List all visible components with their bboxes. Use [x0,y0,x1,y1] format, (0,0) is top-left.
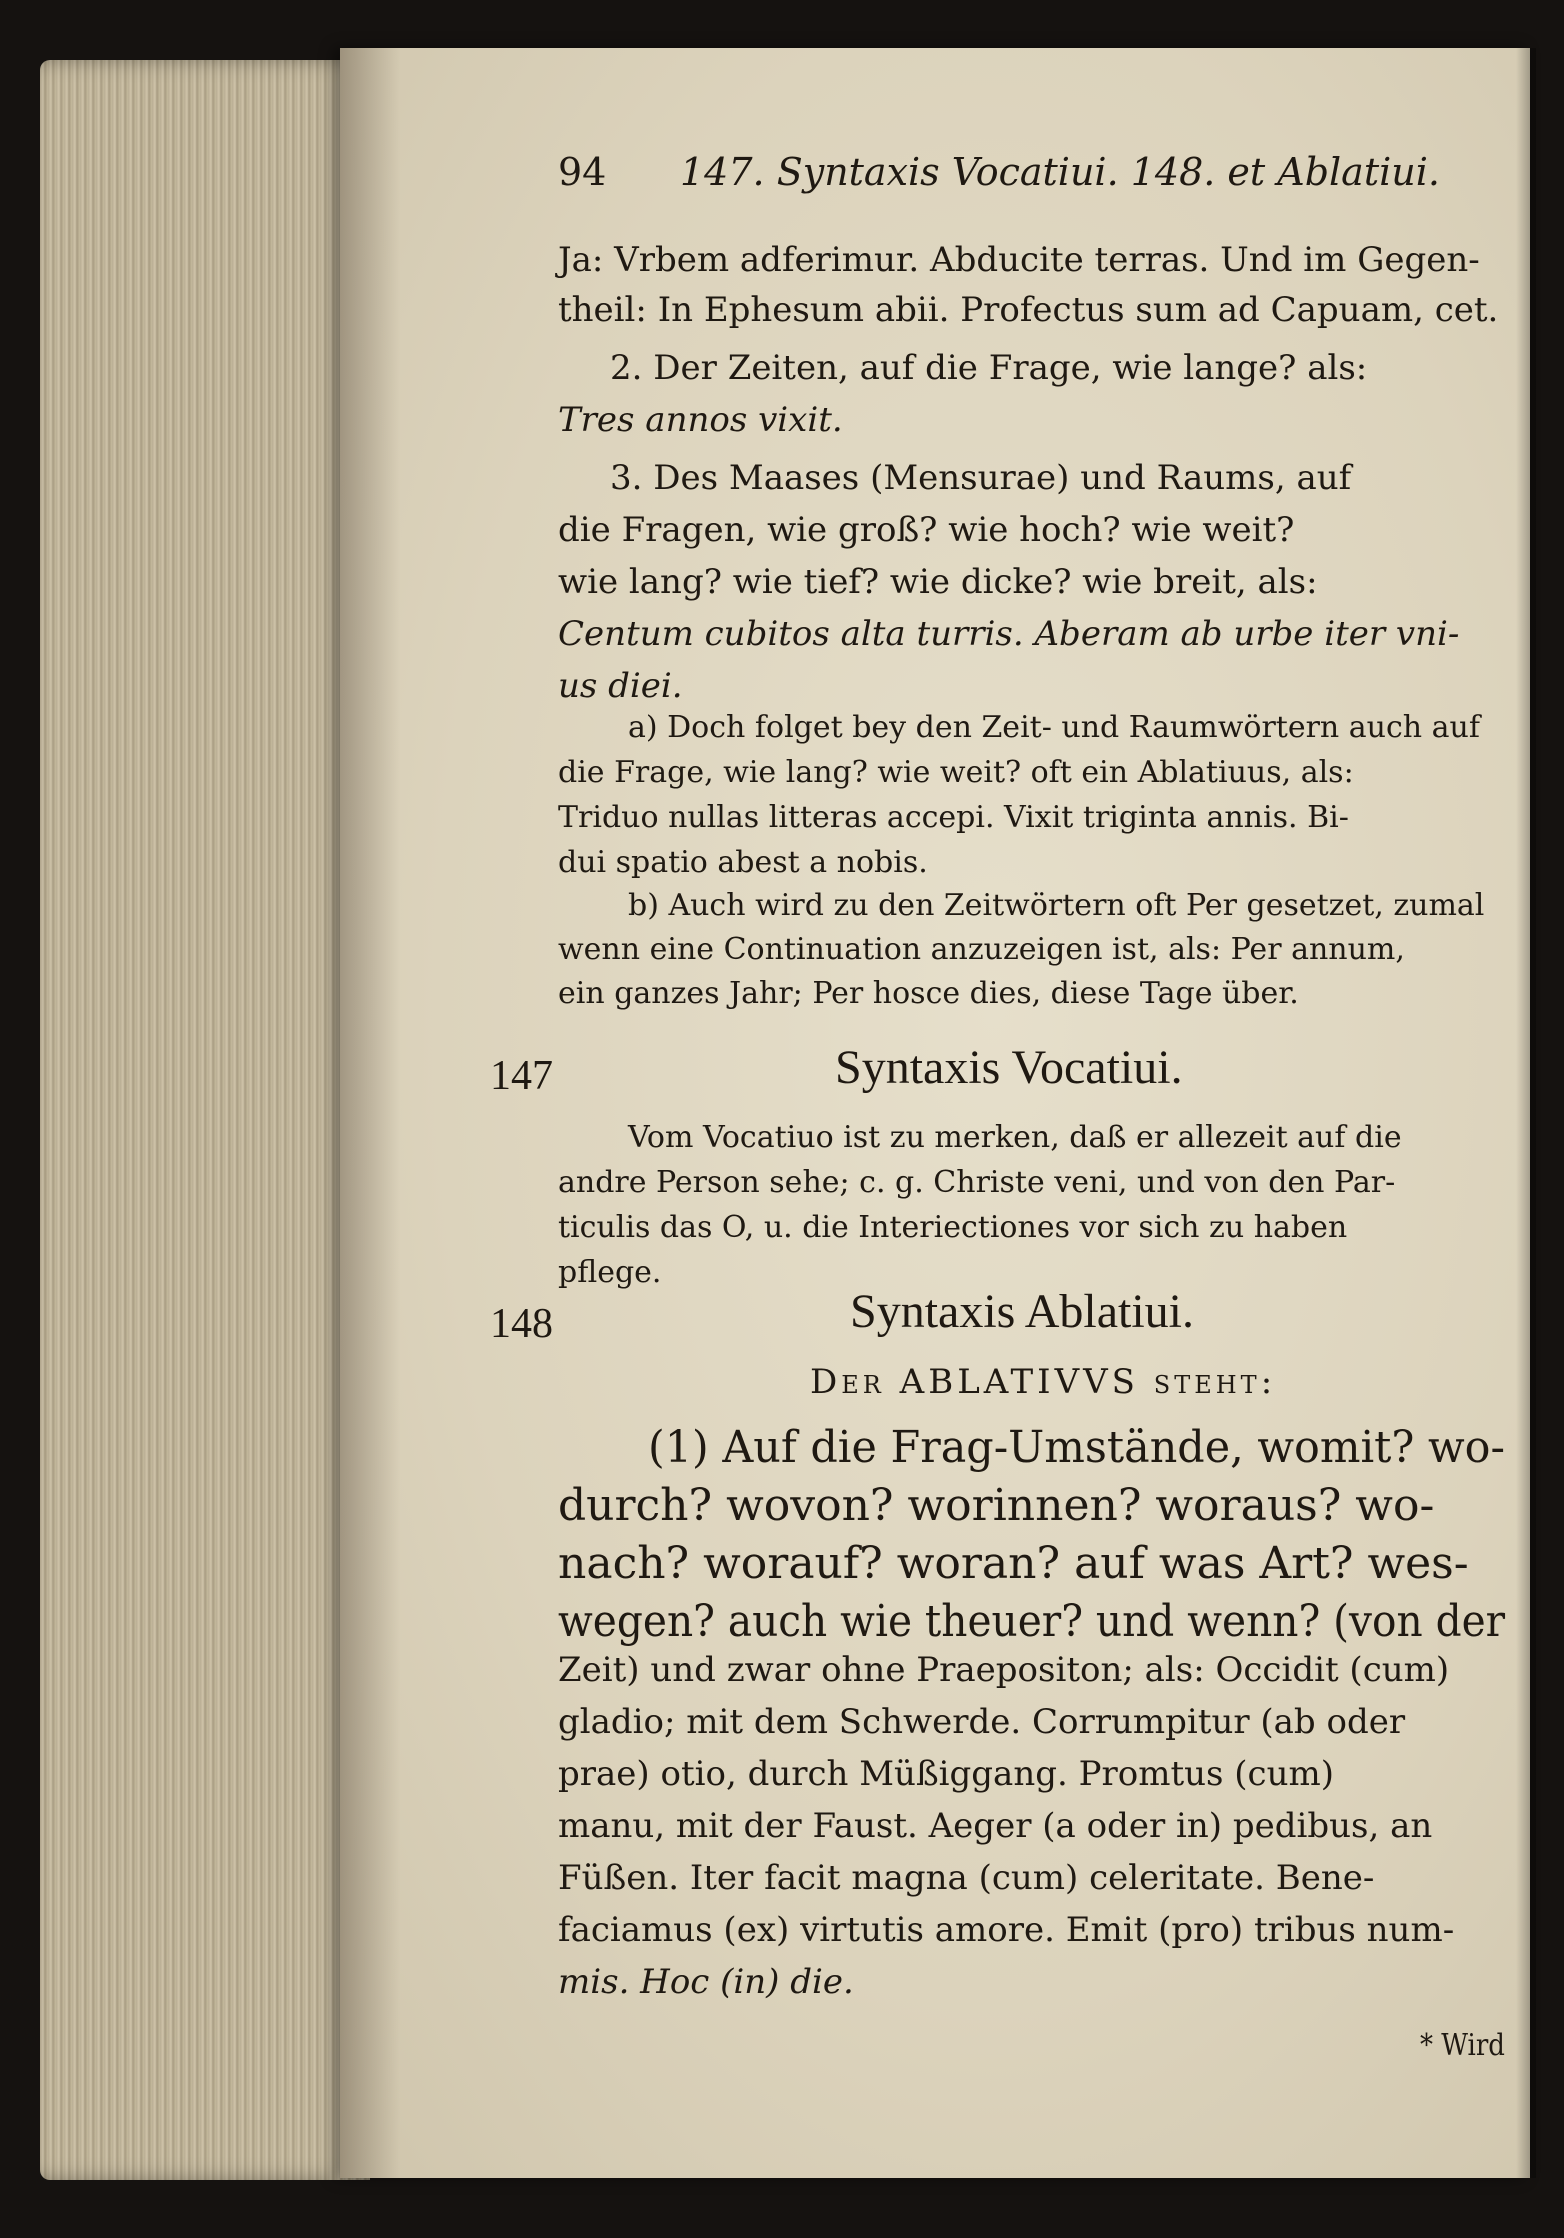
text-line: us diei. [558,666,683,706]
note-line: dui spatio abest a nobis. [558,845,928,880]
text-line: prae) otio, durch Müßiggang. Promtus (cum) [558,1754,1334,1794]
note-line: ein ganzes Jahr; Per hosce dies, diese Tage über. [558,976,1299,1011]
text-line: gladio; mit dem Schwerde. Corrumpitur (ab oder [558,1702,1406,1742]
text-line: 2. Der Zeiten, auf die Frage, wie lange? als: [610,348,1368,388]
note-line: die Frage, wie lang? wie weit? oft ein Ablatiuus, als: [558,755,1354,790]
text-line: nach? worauf? woran? auf was Art? wes- [558,1538,1469,1589]
text-line: wie lang? wie tief? wie dicke? wie breit, als: [558,562,1318,602]
text-line: andre Person sehe; c. g. Christe veni, und von den Par- [558,1165,1396,1200]
text-line: Centum cubitos alta turris. Aberam ab urbe iter vni- [558,614,1460,654]
text-line: die Fragen, wie groß? wie hoch? wie weit? [558,510,1295,550]
catchword: * Wird [1420,2028,1505,2063]
text-line: 3. Des Maases (Mensurae) und Raums, auf [610,458,1352,498]
text-line: ticulis das O, u. die Interiectiones vor sich zu haben [558,1210,1348,1245]
page-right-shadow [1516,48,1536,2178]
note-line: Triduo nullas litteras accepi. Vixit triginta annis. Bi- [558,800,1349,835]
text-line: wegen? auch wie theuer? und wenn? (von der [558,1596,1506,1647]
section-title: Syntaxis Ablatiui. [850,1285,1195,1338]
text-line: faciamus (ex) virtutis amore. Emit (pro) tribus num- [558,1910,1455,1950]
note-line: wenn eine Continuation anzuzeigen ist, als: Per annum, [558,932,1405,967]
section-number: 148 [490,1301,553,1347]
section-title: Syntaxis Vocatiui. [835,1041,1183,1094]
text-line: mis. Hoc (in) die. [558,1962,854,2002]
text-line: theil: In Ephesum abii. Profectus sum ad Capuam, cet. [558,290,1499,330]
text-line: Zeit) und zwar ohne Praepositon; als: Occidit (cum) [558,1650,1450,1690]
running-title: 147. Syntaxis Vocatiui. 148. et Ablatiui. [680,150,1440,194]
text-line: pflege. [558,1255,662,1290]
section-intro: Der ABLATIVVS steht: [810,1362,1277,1402]
text-line: (1) Auf die Frag-Umstände, womit? wo- [648,1422,1505,1473]
note-line: b) Auch wird zu den Zeitwörtern oft Per gesetzet, zumal [628,888,1485,923]
text-line: Ja: Vrbem adferimur. Abducite terras. Und im Gegen- [558,240,1480,280]
text-line: Vom Vocatiuo ist zu merken, daß er allezeit auf die [628,1120,1402,1155]
section-number: 147 [490,1053,553,1099]
page-number: 94 [558,150,607,194]
text-line: manu, mit der Faust. Aeger (a oder in) pedibus, an [558,1806,1433,1846]
text-line: durch? wovon? worinnen? woraus? wo- [558,1480,1435,1531]
text-line: Füßen. Iter facit magna (cum) celeritate. Bene- [558,1858,1375,1898]
note-line: a) Doch folget bey den Zeit- und Raumwörtern auch auf [628,710,1480,745]
gutter-shadow [340,48,400,2178]
text-line: Tres annos vixit. [558,400,843,440]
book-page-edges [40,60,370,2180]
